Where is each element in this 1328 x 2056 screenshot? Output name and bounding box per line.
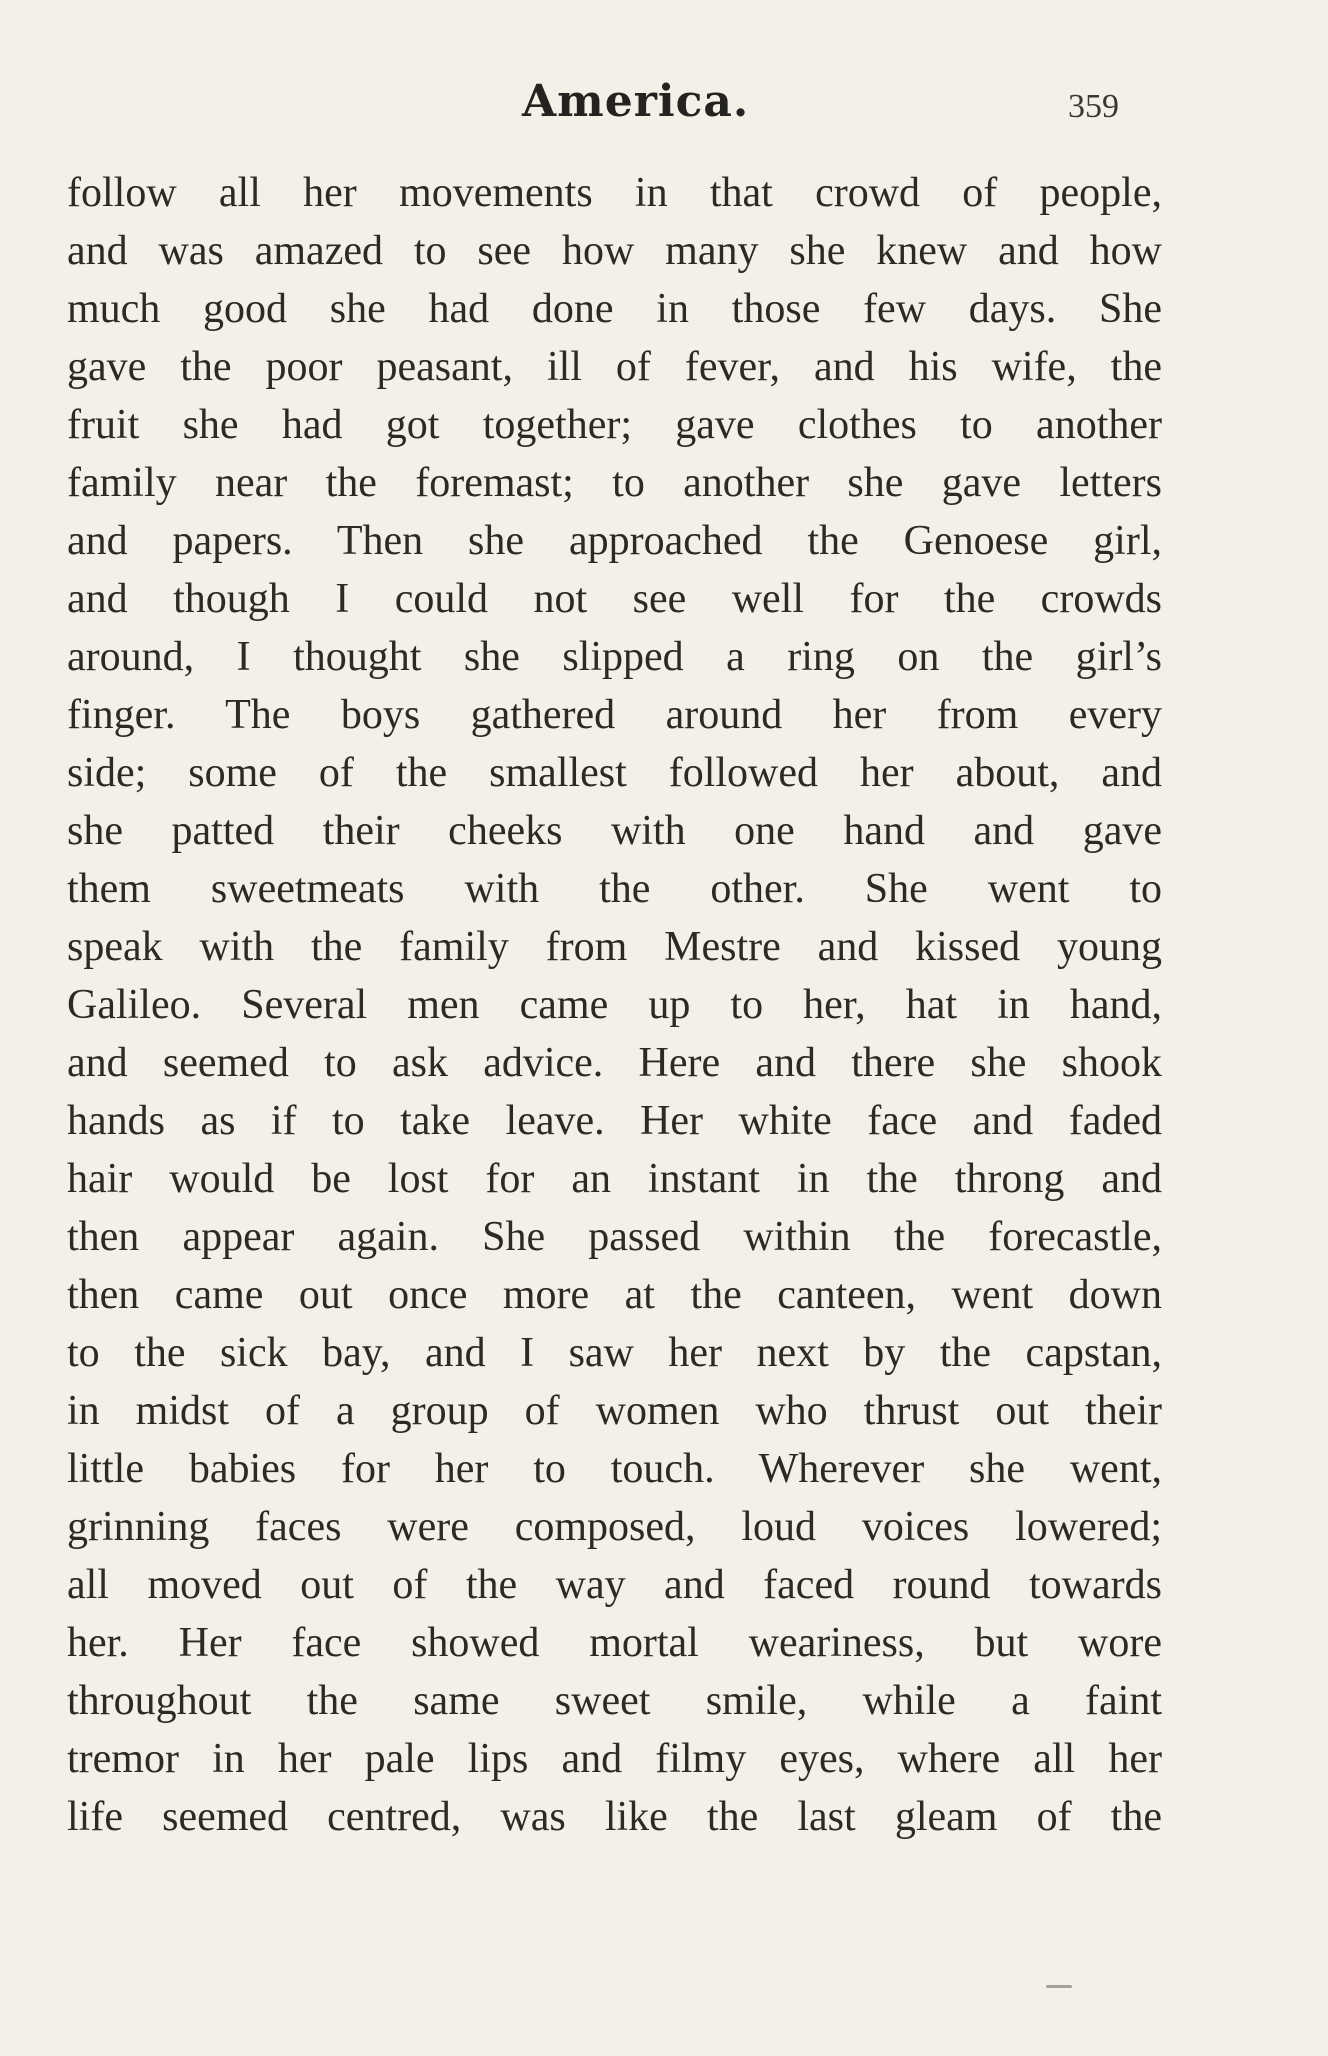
ink-speck <box>1046 1985 1072 1988</box>
text-line: them sweetmeats with the other. She went to <box>67 866 1162 912</box>
text-line: and though I could not see well for the crowds <box>67 576 1162 622</box>
running-title: America. <box>522 76 750 127</box>
text-line: hair would be lost for an instant in the throng and <box>67 1156 1162 1202</box>
text-line: then came out once more at the canteen, went down <box>67 1272 1162 1318</box>
text-line: and papers. Then she approached the Genoese girl, <box>67 518 1162 564</box>
text-line: side; some of the smallest followed her about, and <box>67 750 1162 796</box>
text-line: life seemed centred, was like the last gleam of the <box>67 1794 1162 1840</box>
text-line: tremor in her pale lips and filmy eyes, where all her <box>67 1736 1162 1782</box>
body-text <box>67 164 1162 1846</box>
text-line: to the sick bay, and I saw her next by the capstan, <box>67 1330 1162 1376</box>
text-line: finger. The boys gathered around her from every <box>67 692 1162 738</box>
text-line: speak with the family from Mestre and kissed young <box>67 924 1162 970</box>
text-line: she patted their cheeks with one hand and gave <box>67 808 1162 854</box>
text-line: fruit she had got together; gave clothes to another <box>67 402 1162 448</box>
text-line: in midst of a group of women who thrust out their <box>67 1388 1162 1434</box>
text-line: her. Her face showed mortal weariness, but wore <box>67 1620 1162 1666</box>
text-line: hands as if to take leave. Her white face and faded <box>67 1098 1162 1144</box>
text-line: gave the poor peasant, ill of fever, and his wife, the <box>67 344 1162 390</box>
text-line: follow all her movements in that crowd of people, <box>67 170 1162 216</box>
text-line: much good she had done in those few days. She <box>67 286 1162 332</box>
text-line: family near the foremast; to another she gave letters <box>67 460 1162 506</box>
text-line: all moved out of the way and faced round towards <box>67 1562 1162 1608</box>
text-line: throughout the same sweet smile, while a faint <box>67 1678 1162 1724</box>
page-number: 359 <box>1068 88 1119 125</box>
text-line: grinning faces were composed, loud voices lowered; <box>67 1504 1162 1550</box>
text-line: around, I thought she slipped a ring on the girl’s <box>67 634 1162 680</box>
text-line: Galileo. Several men came up to her, hat in hand, <box>67 982 1162 1028</box>
text-line: little babies for her to touch. Wherever she went, <box>67 1446 1162 1492</box>
running-head <box>0 76 1328 136</box>
text-line: then appear again. She passed within the forecastle, <box>67 1214 1162 1260</box>
text-line: and seemed to ask advice. Here and there she shook <box>67 1040 1162 1086</box>
text-line: and was amazed to see how many she knew and how <box>67 228 1162 274</box>
